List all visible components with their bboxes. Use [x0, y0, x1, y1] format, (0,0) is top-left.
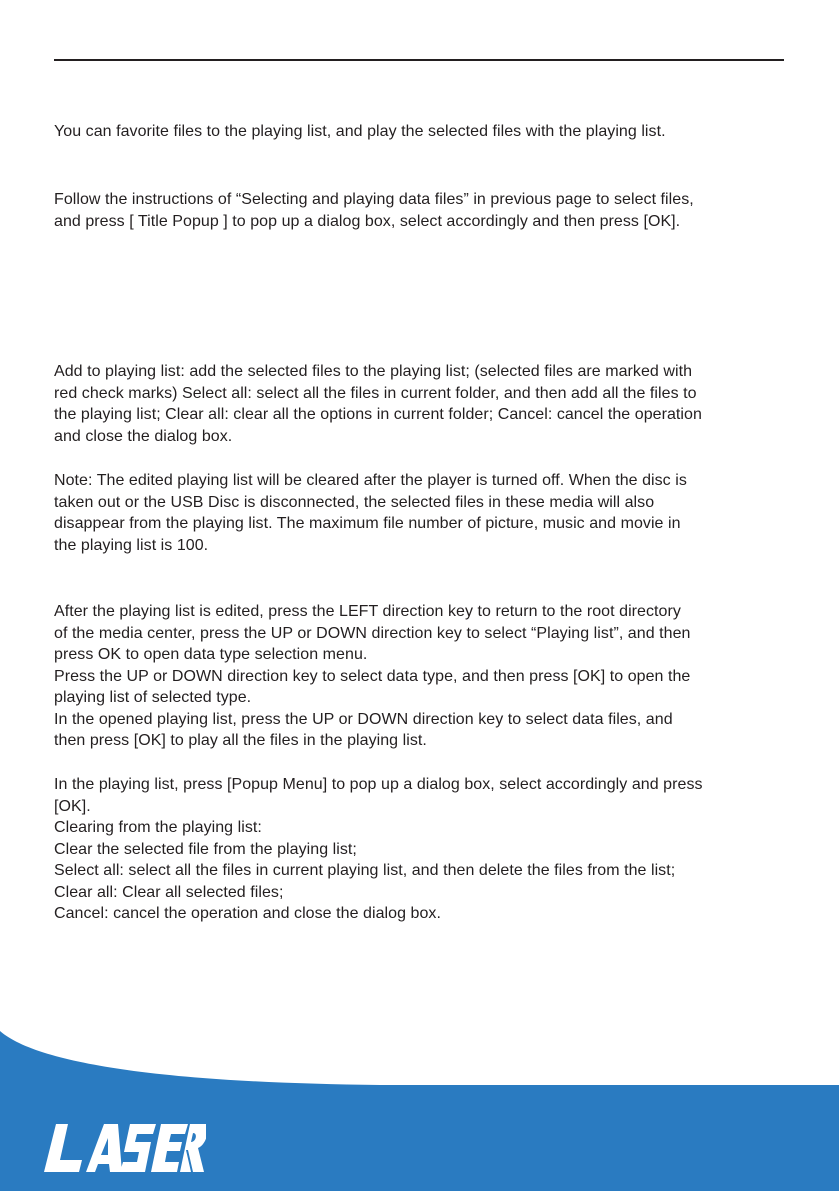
- text-line: Add to playing list: add the selected files to the playing list; (selected files are marked with: [54, 363, 693, 380]
- text-line: press OK to open data type selection menu.: [54, 646, 368, 663]
- header-rule: [54, 59, 784, 61]
- text-line: You can favorite files to the playing list, and play the selected files with the playing list.: [54, 123, 666, 140]
- text-line: taken out or the USB Disc is disconnected, the selected files in these media will also: [54, 493, 655, 511]
- text-line: Clearing from the playing list:: [54, 819, 262, 836]
- text-line: playing list of selected type.: [54, 689, 252, 706]
- paragraph-dialog-options: [54, 361, 794, 447]
- text-line: Cancel: cancel the operation and close the dialog box.: [54, 905, 441, 922]
- text-line: the playing list; Clear all: clear all the options in current folder; Cancel: cancel the operation: [54, 406, 702, 423]
- text-line: the playing list is 100.: [54, 536, 209, 554]
- text-line: Clear the selected file from the playing list;: [54, 840, 357, 858]
- text-line: Clear all: Clear all selected files;: [54, 883, 284, 901]
- paragraph-note: [54, 470, 794, 556]
- text-line: [OK].: [54, 797, 91, 815]
- text-line: disappear from the playing list. The maximum file number of picture, music and movie in: [54, 515, 681, 532]
- text-line: Press the UP or DOWN direction key to select data type, and then press [OK] to open the: [54, 667, 691, 685]
- paragraph-intro: [54, 121, 794, 143]
- text-line: Follow the instructions of “Selecting and playing data files” in previous page to select files,: [54, 191, 694, 208]
- laser-logo: [38, 1120, 206, 1178]
- text-line: red check marks) Select all: select all the files in current folder, and then add all the files to: [54, 384, 697, 402]
- text-line: Note: The edited playing list will be cleared after the player is turned off. When the disc is: [54, 472, 687, 489]
- paragraph-clearing: [54, 774, 794, 925]
- text-line: and press [ Title Popup ] to pop up a dialog box, select accordingly and then press [OK].: [54, 212, 681, 230]
- text-line: and close the dialog box.: [54, 427, 233, 445]
- text-line: then press [OK] to play all the files in the playing list.: [54, 732, 427, 749]
- text-line: In the opened playing list, press the UP or DOWN direction key to select data files, and: [54, 710, 673, 728]
- text-line: In the playing list, press [Popup Menu] to pop up a dialog box, select accordingly and press: [54, 776, 703, 793]
- paragraph-playing-list-usage: [54, 601, 794, 752]
- text-line: of the media center, press the UP or DOWN direction key to select “Playing list”, and then: [54, 624, 691, 642]
- text-line: After the playing list is edited, press the LEFT direction key to return to the root directory: [54, 603, 681, 620]
- text-line: Select all: select all the files in current playing list, and then delete the files from the list;: [54, 862, 676, 879]
- paragraph-instructions: [54, 189, 794, 232]
